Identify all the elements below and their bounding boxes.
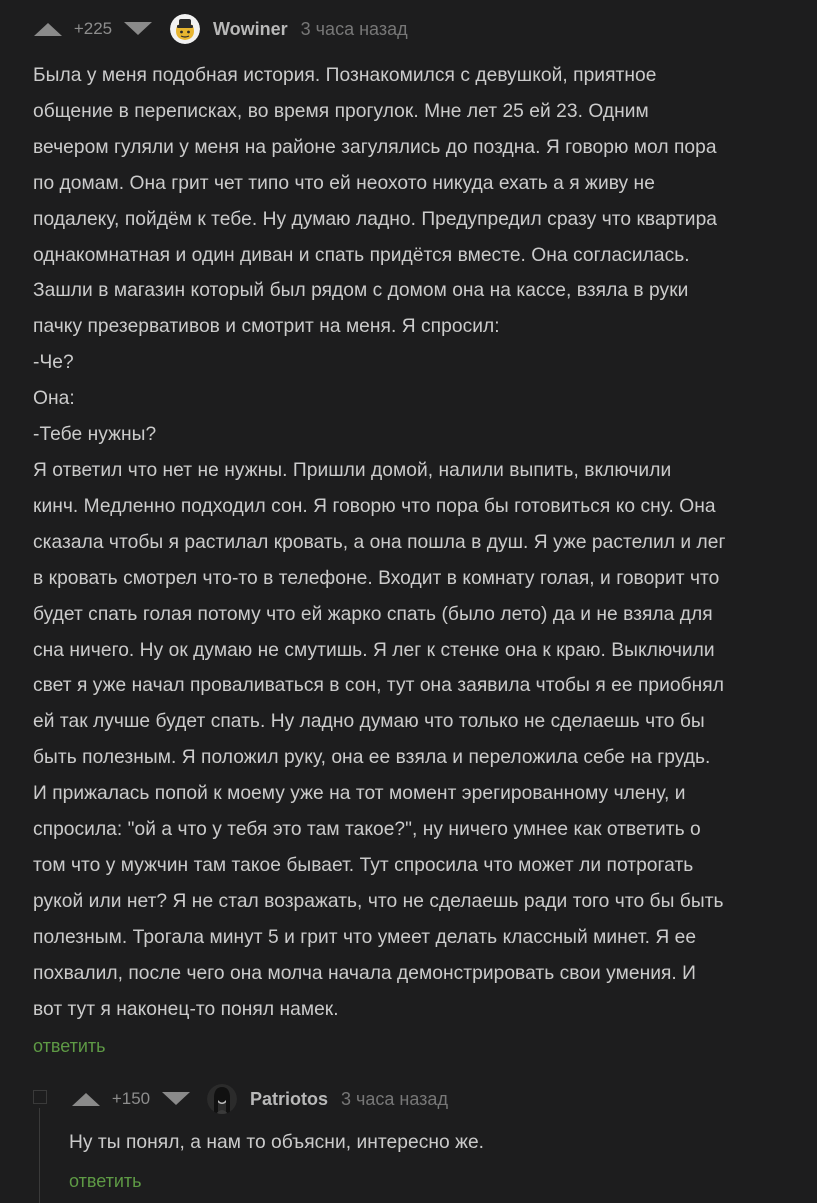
avatar-image <box>170 14 200 44</box>
reply-link[interactable]: ответить <box>69 1171 142 1191</box>
avatar[interactable] <box>170 14 200 44</box>
arrow-up-icon <box>34 22 62 36</box>
comment-time[interactable]: 3 часа назад <box>341 1088 448 1109</box>
avatar-image <box>207 1084 237 1114</box>
comment-text: Ну ты понял, а нам то объясни, интересно же. <box>69 1132 485 1153</box>
arrow-up-icon <box>72 1092 100 1106</box>
comment-time[interactable]: 3 часа назад <box>300 18 408 39</box>
arrow-down-icon <box>124 22 152 36</box>
comment-username[interactable]: Wowiner <box>213 18 288 39</box>
arrow-down-icon <box>162 1092 190 1106</box>
comment-header <box>71 1082 793 1116</box>
comment <box>33 12 793 1063</box>
reply-link[interactable]: ответить <box>33 1036 106 1057</box>
comment-header <box>33 12 793 46</box>
comment-rating: +225 <box>73 19 113 38</box>
comment-username[interactable]: Patriotos <box>250 1088 329 1109</box>
thread-line[interactable] <box>39 1108 40 1203</box>
comment-rating: +150 <box>111 1089 151 1108</box>
avatar[interactable] <box>207 1084 237 1114</box>
comment-thread <box>33 1082 53 1203</box>
vote-up-button[interactable] <box>33 19 63 39</box>
comment-reply <box>71 1082 793 1198</box>
vote-up-button[interactable] <box>71 1089 101 1109</box>
comment-text: Была у меня подобная история. Познакомился с девушкой, приятное общение в переписках, во время прогулок. Мне лет 25 ей 23. Одним вечером гуляли у меня на районе загулялись до поздна. Я говорю мол пора по домам. Она грит чет типо что ей неохото никуда ехать а я живу не подалеку, пойдём к тебе. Ну думаю ладно. Предупредил сразу что квартира однакомнатная и один диван и спать придётся вместе. Она согласилась. Зашли в магазин который был рядом с домом она на кассе, взяла в руки пачку презервативов и смотрит на меня. Я спросил: -Че? Она: -Тебе нужны? Я ответил что нет не нужны. Пришли домой, налили выпить, включили кинч. Медленно подходил сон. Я говорю что пора бы готовиться ко сну. Она сказала чтобы я растилал кровать, а она пошла в душ. Я уже растелил и лег в кровать смотрел что-то в телефоне. Входит в комнату голая, и говорит что будет спать голая потому что ей жарко спать (было лето) да и не взяла для сна ничего. Ну ок думаю не смутишь. Я лег к стенке она к краю. Выключили свет я уже начал проваливаться в сон, тут она заявила чтобы я ее приобнял ей так лучше будет спать. Ну ладно думаю что только не сделаешь что бы быть полезным. Я положил руку, она ее взяла и переложила себе на грудь. И прижалась попой к моему уже на тот момент эрегированному члену, и спросила: "ой а что у тебя это там такое?", ну ничего умнее как ответить о том что у мужчин там такое бывает. Тут спросила что может ли потрогать рукой или нет? Я не стал возражать, что не сделаешь ради того что бы быть полезным. Трогала минут 5 и грит что умеет делать классный минет. Я ее похвалил, после чего она молча начала демонстрировать свои умения. И вот тут я наконец-то понял намек. <box>33 65 726 1020</box>
collapse-icon[interactable] <box>33 1090 47 1104</box>
vote-down-button[interactable] <box>161 1089 191 1109</box>
vote-down-button[interactable] <box>123 19 153 39</box>
